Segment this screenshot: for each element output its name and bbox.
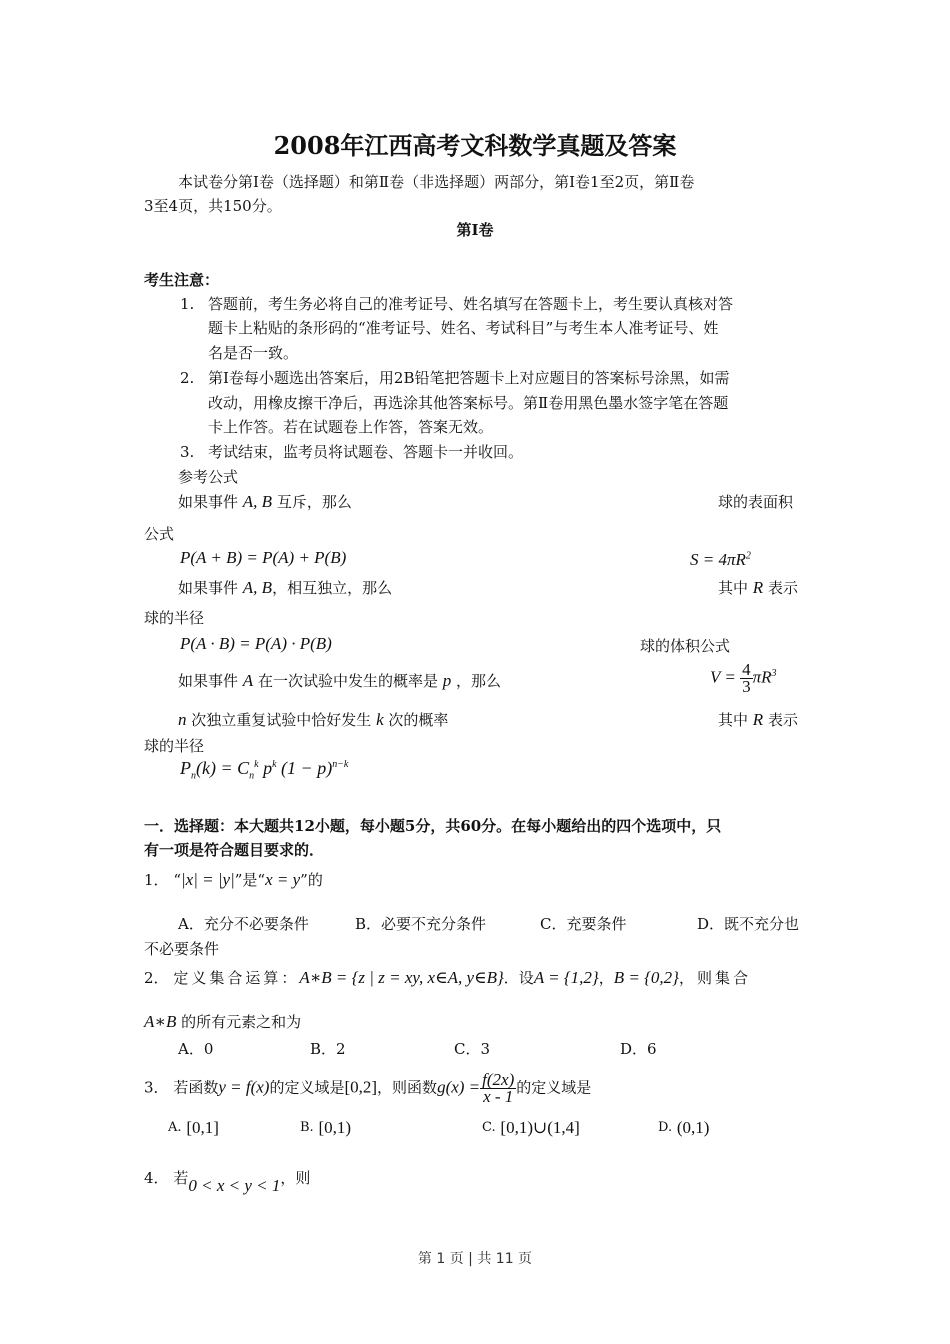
- radius-note: [718, 576, 798, 600]
- option-label: C.: [482, 1120, 496, 1135]
- q2-option-d: D．6: [620, 1040, 657, 1058]
- formula-wrap: 球的半径: [144, 737, 205, 755]
- formula-3-text: [178, 669, 501, 693]
- math: y = f(x): [218, 1077, 270, 1097]
- math: A∗B: [144, 1012, 177, 1031]
- notice-2-line: 改动，用橡皮擦干净后，再选涂其他答案标号。第Ⅱ卷用黑色墨水签字笔在答题: [208, 394, 729, 412]
- formula-4-text: [178, 708, 448, 732]
- intro-line-1: 本试卷分第Ⅰ卷（选择题）和第Ⅱ卷（非选择题）两部分，第Ⅰ卷1至2页，第Ⅱ卷: [178, 173, 695, 191]
- text: ，相互独立，那么: [272, 579, 393, 597]
- text: 的定义域是: [269, 1078, 345, 1097]
- math-var: R: [752, 710, 764, 729]
- radius-note: [718, 708, 798, 732]
- exponent: 2: [745, 550, 751, 562]
- math-var: k: [376, 710, 384, 729]
- page-title: 2008年江西高考文科数学真题及答案: [273, 131, 677, 160]
- sphere-area-formula: [690, 550, 751, 570]
- formula-wrap: 公式: [144, 525, 175, 543]
- text: 定义集合运算：: [173, 969, 300, 987]
- sphere-volume-formula: [710, 662, 776, 695]
- formula-wrap: 球的半径: [144, 609, 205, 627]
- addition-formula: P(A + B) = P(A) + P(B): [180, 548, 347, 567]
- math-var: n: [178, 710, 187, 729]
- question-4: [144, 1166, 310, 1198]
- product-formula: P(A · B) = P(A) · P(B): [180, 634, 332, 653]
- math: x = y: [265, 870, 301, 889]
- text: ”是“: [234, 871, 266, 889]
- intro-line-2: 3至4页，共150分。: [144, 197, 282, 215]
- q3-option-b: [300, 1116, 351, 1140]
- text: ，则集合: [678, 969, 751, 987]
- denominator: x - 1: [483, 1087, 514, 1106]
- notice-1-line: 题卡上粘贴的条形码的“准考证号、姓名、考试科目”与考生本人准考证号、姓: [208, 319, 719, 337]
- formula-2-text: [178, 576, 392, 600]
- text: 其中: [718, 579, 749, 597]
- text: ，那么: [456, 672, 502, 690]
- text: 若: [173, 1169, 189, 1187]
- notice-1-line: 答题前，考生务必将自己的准考证号、姓名填写在答题卡上，考生要认真核对答: [208, 295, 734, 313]
- notice-2-number: 2.: [180, 369, 195, 387]
- question-2: [144, 966, 751, 990]
- math: S = 4πR: [690, 550, 746, 569]
- part1-heading: 有一项是符合题目要求的．: [144, 841, 325, 859]
- question-number: 2．: [144, 969, 169, 987]
- text: 次独立重复试验中恰好发生: [191, 711, 372, 729]
- text: 表示: [767, 579, 798, 597]
- math: [0,2]: [344, 1077, 378, 1097]
- q2-option-a: A．0: [178, 1040, 214, 1058]
- text: 如果事件: [178, 672, 239, 690]
- text: 的定义域是: [516, 1078, 592, 1097]
- notice-3-number: 3.: [180, 443, 195, 461]
- text: “: [173, 871, 181, 889]
- text: 互斥，那么: [276, 493, 352, 511]
- option-label: D.: [658, 1120, 673, 1135]
- q3-option-c: [482, 1116, 580, 1140]
- notice-2-line: 卡上作答。若在试题卷上作答，答案无效。: [208, 418, 494, 436]
- denominator: 3: [742, 677, 751, 696]
- text: 其中: [718, 711, 749, 729]
- option-value: (0,1): [676, 1118, 710, 1137]
- option-label: B.: [300, 1120, 314, 1135]
- math: |x| = |y|: [181, 870, 235, 889]
- text: 如果事件: [178, 579, 239, 597]
- math-var: R: [752, 578, 764, 597]
- text: ，则: [280, 1169, 311, 1187]
- q2-option-b: B．2: [310, 1040, 346, 1058]
- math: A = {1,2}: [533, 968, 599, 987]
- text: 在一次试验中发生的概率是: [257, 672, 438, 690]
- text: 次的概率: [388, 711, 449, 729]
- question-3: [144, 1072, 591, 1105]
- formula-1-text: [178, 490, 352, 514]
- q1-option-d: D．既不充分也: [697, 915, 800, 933]
- section-heading: 第Ⅰ卷: [456, 221, 494, 239]
- option-value: [0,1)∪(1,4]: [500, 1118, 580, 1137]
- q2-option-c: C．3: [454, 1040, 491, 1058]
- question-number: 1．: [144, 871, 169, 889]
- question-number: 3．: [144, 1078, 169, 1097]
- question-1: [144, 868, 323, 892]
- formulas-heading: 参考公式: [178, 468, 239, 486]
- q1-option-a: A．充分不必要条件: [178, 915, 309, 933]
- text: ．设: [503, 969, 534, 987]
- q1-option-wrap: 不必要条件: [144, 940, 220, 958]
- notice-1-number: 1.: [180, 295, 195, 313]
- math-var: p: [442, 671, 452, 690]
- text: ”的: [300, 871, 323, 889]
- option-label: A.: [168, 1120, 182, 1135]
- math: πR: [752, 667, 772, 687]
- question-number: 4．: [144, 1169, 169, 1187]
- math-var: A: [242, 671, 254, 690]
- math: 0 < x < y < 1: [188, 1176, 281, 1195]
- text: 若函数: [173, 1078, 219, 1097]
- numerator: f(2x): [482, 1070, 515, 1089]
- notice-2-line: 第Ⅰ卷每小题选出答案后，用2B铅笔把答题卡上对应题目的答案标号涂黑，如需: [208, 369, 730, 387]
- math: B = {0,2}: [613, 968, 679, 987]
- notice-3-line: 考试结束，监考员将试题卷、答题卡一并收回。: [208, 443, 524, 461]
- text: ，则函数: [377, 1078, 438, 1097]
- option-value: [0,1]: [186, 1118, 219, 1137]
- q3-option-a: [168, 1116, 219, 1140]
- sphere-volume-label: 球的体积公式: [640, 637, 731, 655]
- part1-heading: 一．选择题：本大题共12小题，每小题5分，共60分。在每小题给出的四个选项中，只: [144, 817, 722, 835]
- page-footer: 第 1 页 | 共 11 页: [417, 1251, 533, 1267]
- option-value: [0,1): [318, 1118, 352, 1137]
- sphere-area-label: 球的表面积: [718, 493, 794, 511]
- question-2-cont: [144, 1010, 301, 1034]
- fraction: [740, 662, 753, 695]
- notice-1-line: 名是否一致。: [208, 344, 299, 362]
- math: A∗B = {z | z = xy, x∈A, y∈B}: [299, 968, 504, 987]
- math: V =: [710, 667, 736, 687]
- fraction: [480, 1072, 516, 1105]
- exponent: 3: [771, 667, 777, 679]
- text: 的所有元素之和为: [181, 1013, 302, 1031]
- q1-option-c: C．充要条件: [540, 915, 627, 933]
- q3-option-d: [658, 1116, 709, 1140]
- text: 如果事件: [178, 493, 239, 511]
- text: ，: [598, 969, 614, 987]
- notice-heading: 考生注意：: [144, 271, 220, 289]
- math-vars: A, B: [242, 578, 273, 597]
- q1-option-b: B．必要不充分条件: [355, 915, 487, 933]
- binomial-formula: $P_n(k) = C_n^k$ $p^k$ $(1 - p)^{n-k}$: [180, 758, 349, 782]
- text: 表示: [767, 711, 798, 729]
- numerator: 4: [742, 660, 751, 679]
- math: g(x) =: [437, 1077, 481, 1097]
- math-vars: A, B: [242, 492, 273, 511]
